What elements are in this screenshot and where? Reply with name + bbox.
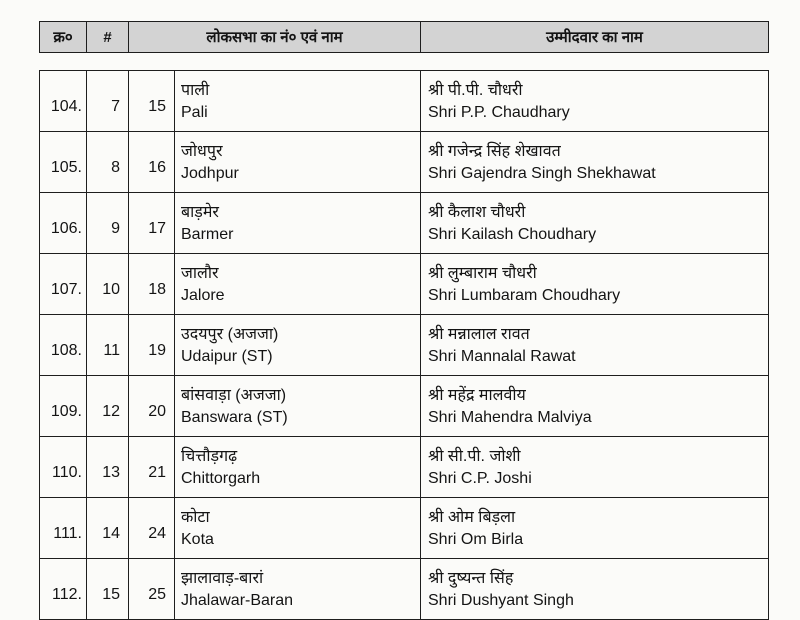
candidate-cell <box>421 498 769 559</box>
constituency-english: Chittorgarh <box>181 470 261 487</box>
candidate-cell <box>421 132 769 193</box>
serial-cell: 105. <box>40 132 87 193</box>
serial-cell: 110. <box>40 437 87 498</box>
num-cell: 8 <box>87 132 129 193</box>
num-cell: 15 <box>87 559 129 620</box>
constituency-english: Jodhpur <box>181 165 239 182</box>
ls-number-cell: 20 <box>129 376 175 437</box>
ls-number-cell: 21 <box>129 437 175 498</box>
ls-number-cell: 24 <box>129 498 175 559</box>
table-row <box>40 193 769 254</box>
candidate-hindi: श्री मन्नालाल रावत <box>428 326 530 343</box>
candidate-hindi: श्री महेंद्र मालवीय <box>428 387 526 404</box>
constituency-cell <box>175 71 421 132</box>
candidate-cell <box>421 315 769 376</box>
constituency-english: Kota <box>181 531 214 548</box>
candidate-cell <box>421 559 769 620</box>
candidate-cell <box>421 193 769 254</box>
constituency-hindi: जालौर <box>181 265 219 282</box>
serial-cell: 111. <box>40 498 87 559</box>
serial-cell: 112. <box>40 559 87 620</box>
candidate-cell <box>421 437 769 498</box>
ls-number-cell: 25 <box>129 559 175 620</box>
constituency-hindi: उदयपुर (अजजा) <box>181 326 279 343</box>
header-constituency: लोकसभा का नं० एवं नाम <box>129 22 421 53</box>
constituency-english: Banswara (ST) <box>181 409 288 426</box>
serial-cell: 107. <box>40 254 87 315</box>
table-row <box>40 437 769 498</box>
candidate-english: Shri Om Birla <box>428 531 524 548</box>
candidate-cell <box>421 71 769 132</box>
constituency-cell <box>175 193 421 254</box>
constituency-english: Udaipur (ST) <box>181 348 273 365</box>
serial-cell: 109. <box>40 376 87 437</box>
constituency-cell <box>175 132 421 193</box>
candidate-hindi: श्री पी.पी. चौधरी <box>428 82 523 99</box>
header-table <box>39 21 769 53</box>
serial-cell: 104. <box>40 71 87 132</box>
constituency-english: Jhalawar-Baran <box>181 592 294 609</box>
constituency-cell <box>175 559 421 620</box>
serial-cell: 108. <box>40 315 87 376</box>
table-row <box>40 498 769 559</box>
serial-cell: 106. <box>40 193 87 254</box>
candidate-hindi: श्री दुष्यन्त सिंह <box>428 570 514 587</box>
constituency-cell <box>175 254 421 315</box>
num-cell: 7 <box>87 71 129 132</box>
candidate-english: Shri Gajendra Singh Shekhawat <box>428 165 656 182</box>
constituency-cell <box>175 315 421 376</box>
ls-number-cell: 18 <box>129 254 175 315</box>
constituency-english: Jalore <box>181 287 225 304</box>
candidate-hindi: श्री ओम बिड़ला <box>428 509 516 526</box>
constituency-hindi: जोधपुर <box>181 143 223 160</box>
ls-number-cell: 16 <box>129 132 175 193</box>
candidate-english: Shri Mahendra Malviya <box>428 409 592 426</box>
num-cell: 13 <box>87 437 129 498</box>
constituency-hindi: पाली <box>181 82 210 99</box>
candidate-hindi: श्री गजेन्द्र सिंह शेखावत <box>428 143 561 160</box>
candidate-hindi: श्री लुम्बाराम चौधरी <box>428 265 537 282</box>
table-row <box>40 315 769 376</box>
header-candidate: उम्मीदवार का नाम <box>421 22 769 53</box>
ls-number-cell: 15 <box>129 71 175 132</box>
num-cell: 10 <box>87 254 129 315</box>
constituency-hindi: चित्तौड़गढ़ <box>181 448 238 465</box>
constituency-cell <box>175 437 421 498</box>
candidate-hindi: श्री कैलाश चौधरी <box>428 204 526 221</box>
table-row <box>40 132 769 193</box>
num-cell: 14 <box>87 498 129 559</box>
ls-number-cell: 19 <box>129 315 175 376</box>
candidate-english: Shri Kailash Choudhary <box>428 226 597 243</box>
table-row <box>40 71 769 132</box>
candidate-english: Shri Dushyant Singh <box>428 592 574 609</box>
constituency-hindi: कोटा <box>181 509 210 526</box>
constituency-cell <box>175 498 421 559</box>
num-cell: 12 <box>87 376 129 437</box>
constituency-hindi: बांसवाड़ा (अजजा) <box>181 387 287 404</box>
candidate-table <box>39 70 769 620</box>
constituency-hindi: झालावाड़-बारां <box>181 570 264 587</box>
ls-number-cell: 17 <box>129 193 175 254</box>
candidate-english: Shri Mannalal Rawat <box>428 348 576 365</box>
table-row <box>40 559 769 620</box>
candidate-hindi: श्री सी.पी. जोशी <box>428 448 521 465</box>
num-cell: 9 <box>87 193 129 254</box>
constituency-english: Barmer <box>181 226 234 243</box>
candidate-cell <box>421 254 769 315</box>
constituency-english: Pali <box>181 104 208 121</box>
header-serial: क्र० <box>40 22 87 53</box>
header-row <box>40 22 769 53</box>
table-row <box>40 376 769 437</box>
candidate-cell <box>421 376 769 437</box>
table-row <box>40 254 769 315</box>
candidate-english: Shri Lumbaram Choudhary <box>428 287 621 304</box>
constituency-cell <box>175 376 421 437</box>
num-cell: 11 <box>87 315 129 376</box>
constituency-hindi: बाड़मेर <box>181 204 219 221</box>
header-num: # <box>87 22 129 53</box>
candidate-english: Shri P.P. Chaudhary <box>428 104 570 121</box>
candidate-english: Shri C.P. Joshi <box>428 470 532 487</box>
